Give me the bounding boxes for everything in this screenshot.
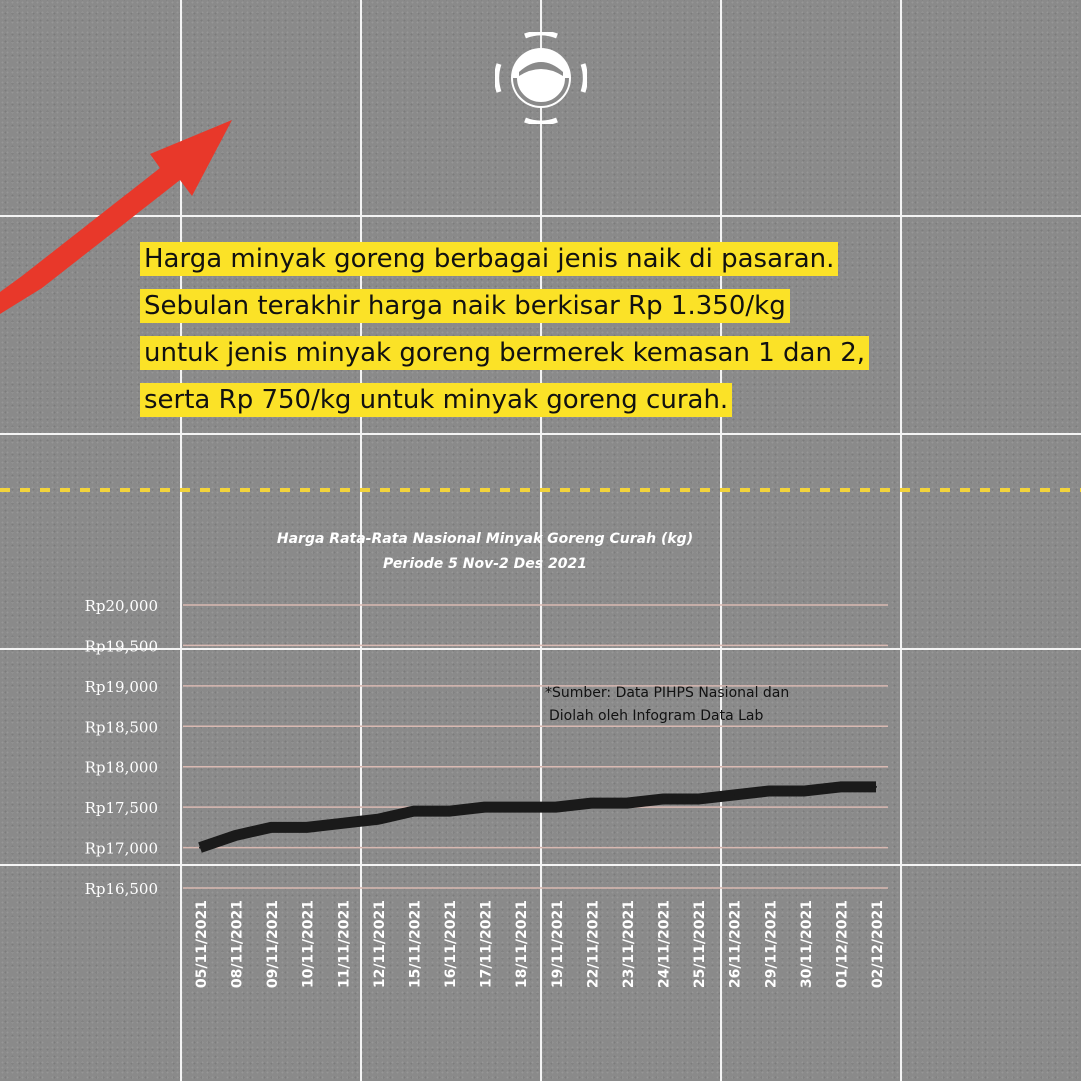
data-point xyxy=(697,798,699,800)
headline-line: Harga minyak goreng berbagai jenis naik di pasaran. xyxy=(140,236,970,283)
y-tick-label: Rp18,000 xyxy=(84,758,158,777)
x-tick-label: 17/11/2021 xyxy=(478,900,495,989)
data-point xyxy=(875,786,877,788)
data-point xyxy=(768,790,770,792)
y-tick-label: Rp18,500 xyxy=(84,718,158,737)
source-note xyxy=(545,682,789,728)
data-point xyxy=(804,790,806,792)
y-tick-label: Rp20,000 xyxy=(84,597,158,615)
y-tick-label: Rp17,000 xyxy=(84,839,158,858)
x-tick-label: 10/11/2021 xyxy=(300,900,317,989)
data-point xyxy=(412,810,414,812)
data-point xyxy=(626,802,628,804)
data-point xyxy=(306,826,308,828)
x-tick-label: 11/11/2021 xyxy=(336,900,353,989)
y-tick-label: Rp17,500 xyxy=(84,799,158,818)
data-point xyxy=(590,802,592,804)
source-line: Diolah oleh Infogram Data Lab xyxy=(549,708,764,724)
x-tick-label: 09/11/2021 xyxy=(265,900,282,989)
y-tick-label: Rp19,000 xyxy=(84,677,158,696)
chart-title: Harga Rata-Rata Nasional Minyak Goreng Curah (kg) xyxy=(276,531,694,547)
data-point xyxy=(519,806,521,808)
x-tick-label: 26/11/2021 xyxy=(727,900,744,989)
data-point xyxy=(733,794,735,796)
data-point xyxy=(270,826,272,828)
x-tick-label: 05/11/2021 xyxy=(194,900,210,989)
x-tick-label: 25/11/2021 xyxy=(692,900,709,989)
chart-subtitle: Periode 5 Nov-2 Des 2021 xyxy=(383,556,587,572)
x-tick-label: 19/11/2021 xyxy=(549,900,566,989)
data-point xyxy=(341,822,343,824)
y-tick-label: Rp19,500 xyxy=(84,637,158,656)
x-tick-label: 29/11/2021 xyxy=(763,900,780,989)
data-point xyxy=(662,798,664,800)
x-tick-label: 23/11/2021 xyxy=(620,900,637,989)
headline-line: serta Rp 750/kg untuk minyak goreng curah. xyxy=(140,377,970,424)
x-tick-label: 16/11/2021 xyxy=(443,900,460,989)
x-tick-label: 02/12/2021 xyxy=(870,900,886,989)
data-point xyxy=(235,834,237,836)
headline-line: Sebulan terakhir harga naik berkisar Rp 1.350/kg xyxy=(140,283,970,330)
x-tick-label: 08/11/2021 xyxy=(229,900,246,989)
series-line xyxy=(200,787,876,848)
headline-line: untuk jenis minyak goreng bermerek kemasan 1 dan 2, xyxy=(140,330,970,377)
x-tick-label: 30/11/2021 xyxy=(798,900,815,989)
y-tick-label: Rp16,500 xyxy=(84,880,158,898)
data-point xyxy=(448,810,450,812)
data-point xyxy=(377,818,379,820)
x-tick-label: 01/12/2021 xyxy=(834,900,851,989)
data-point xyxy=(555,806,557,808)
source-line: *Sumber: Data PIHPS Nasional dan xyxy=(545,685,790,701)
data-point xyxy=(484,806,486,808)
data-point xyxy=(199,847,201,849)
x-tick-label: 15/11/2021 xyxy=(407,900,424,989)
x-tick-label: 18/11/2021 xyxy=(514,900,531,989)
x-tick-label: 24/11/2021 xyxy=(656,900,673,989)
x-tick-label: 22/11/2021 xyxy=(585,900,602,989)
data-point xyxy=(839,786,841,788)
x-tick-label: 12/11/2021 xyxy=(371,900,388,989)
